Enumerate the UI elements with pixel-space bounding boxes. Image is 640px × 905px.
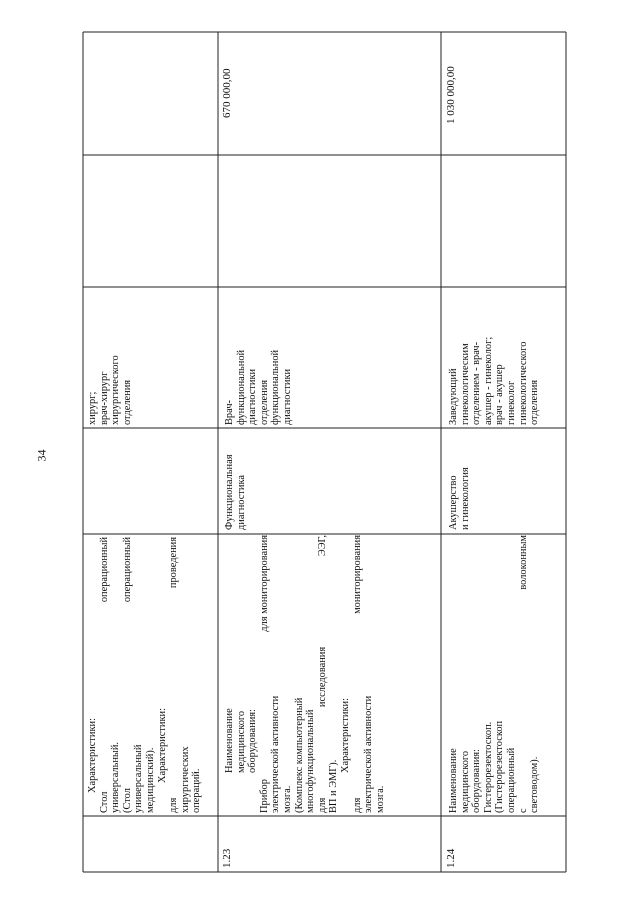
description-cell: Наименование медицинского оборудования: Прибор для мониторирования электрической активности мозга. (Комплекс компьютерный многофункциональный для исследования ЭЭГ, ВП и ЭМГ). Характеристики: для мониторирования электрической активности мозга.	[224, 535, 386, 813]
row-number: 1.24	[445, 848, 457, 868]
description-line: (Стол операционный	[121, 537, 133, 813]
position-cell: Врач- функциональной диагностики отделения функциональной диагностики	[224, 349, 293, 425]
description-cell: Наименование медицинского оборудования: Гистерорезектоскоп. (Гистерорезектоскоп операционный с волоконным световодом).	[448, 535, 541, 813]
description-line: с волоконным	[517, 535, 529, 813]
description-line: Стол операционный	[98, 537, 110, 813]
specialty-cell: Акушерство и гинекология	[448, 467, 471, 530]
specialty-cell: Функциональная диагностика	[224, 454, 247, 530]
position-cell: Заведующий гинекологическим отделением - врач- акушер - гинеколог; врач - акушер гинеколог гинекологического отделения	[448, 336, 541, 425]
description-line: для проведения	[168, 537, 180, 813]
page-number: 34	[34, 449, 49, 461]
description-cell: Характеристики: Стол операционный универсальный. (Стол операционный универсальный медицинский). Характеристики: для проведения хирургических операций.	[87, 537, 203, 813]
price-value: 1 030 000,00	[445, 66, 457, 124]
description-line: для мониторирования	[351, 535, 363, 813]
description-line: для исследования ЭЭГ,	[316, 535, 328, 813]
position-cell: хирург; врач-хирург хирургического отделения	[87, 355, 133, 425]
price-value: 670 000,00	[221, 68, 233, 118]
row-number: 1.23	[221, 848, 233, 868]
description-line: Прибор для мониторирования	[258, 535, 270, 813]
